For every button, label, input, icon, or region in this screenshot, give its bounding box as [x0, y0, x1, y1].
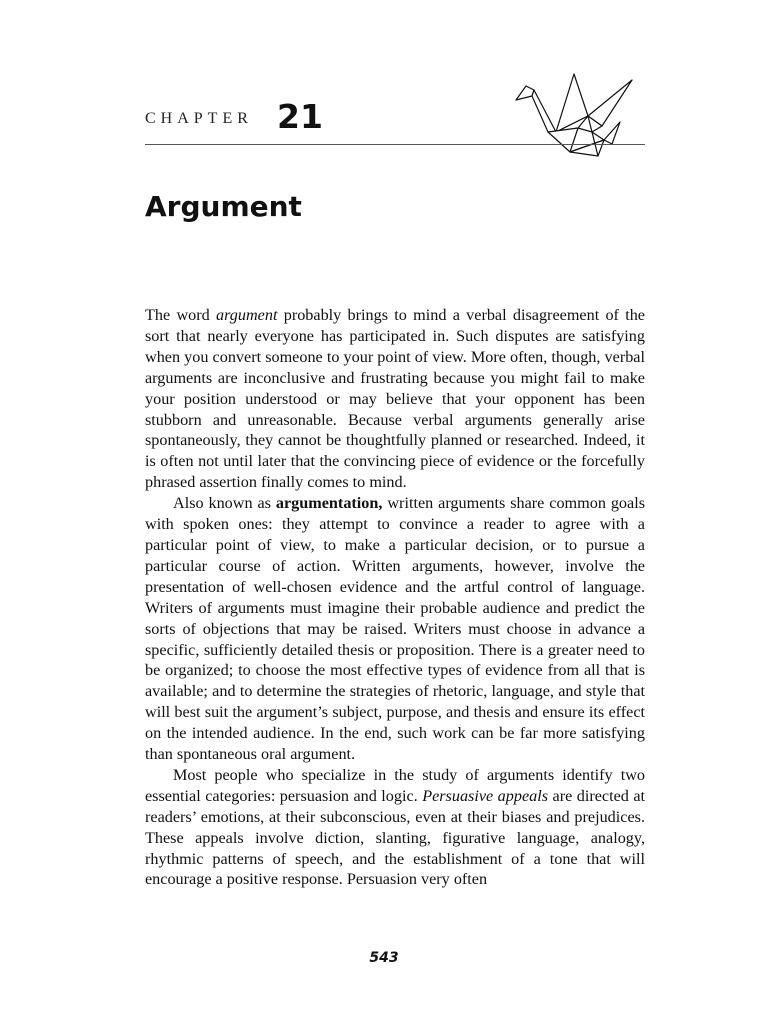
- paragraph-1: [145, 305, 645, 493]
- page-number: 543: [369, 950, 399, 966]
- paragraph-3-text-a: Most people who specialize in the study of arguments identify two essential categories: persuasion and logic.: [145, 765, 645, 805]
- chapter-number: 21: [277, 97, 323, 136]
- paragraph-1-text-a: The word: [145, 306, 216, 324]
- chapter-title: Argument: [145, 190, 302, 223]
- paragraph-3: [145, 765, 645, 890]
- paragraph-2-text-a: Also known as: [173, 494, 276, 513]
- paragraph-2-text-b: written arguments share common goals with spoken ones: they attempt to convince a reader to agree with a particular point of view, to make a particular decision, or to pursue a particular course of action. Written arguments, however, involve the presentation of well-chosen evidence and the artful control of language. Writers of arguments must imagine their probable audience and predict the sorts of objections that may be raised. Writers must choose in advance a specific, sufficiently detailed thesis or proposition. There is a greater need to be organized; to choose the most effective types of evidence from all that is available; and to determine the strategies of rhetoric, language, and style that will best suit the argument’s subject, purpose, and thesis and ensure its effect on the intended audience. In the end, such work can be far more satisfying than spontaneous oral argument.: [145, 494, 645, 764]
- paragraph-1-emphasis: argument: [216, 306, 278, 324]
- paragraph-3-text-b: are directed at readers’ emotions, at their subconscious, even at their biases and prejudices. These appeals involve diction, slanting, figurative language, analogy, rhythmic patterns of speech, and the establishment of a tone that will encourage a positive response. Persuasion very often: [145, 786, 646, 889]
- chapter-rule: [145, 144, 645, 145]
- paragraph-2: [145, 493, 645, 765]
- paragraph-1-text-b: probably brings to mind a verbal disagreement of the sort that nearly everyone has participated in. Such disputes are satisfying when you convert someone to your point of view. More often, though, verbal arguments are inconclusive and frustrating because you might fail to make your position understood or may believe that your opponent has been stubborn and unreasonable. Because verbal arguments generally arise spontaneously, they cannot be thoughtfully planned or researched. Indeed, it is often not until later that the convincing piece of evidence or the forcefully phrased assertion finally comes to mind.: [145, 306, 645, 492]
- paragraph-3-emphasis: Persuasive appeals: [422, 786, 549, 805]
- body-text: [145, 305, 645, 890]
- origami-crane-icon: [508, 70, 648, 160]
- chapter-label: CHAPTER: [145, 110, 253, 127]
- paragraph-2-keyword: argumentation,: [275, 494, 383, 513]
